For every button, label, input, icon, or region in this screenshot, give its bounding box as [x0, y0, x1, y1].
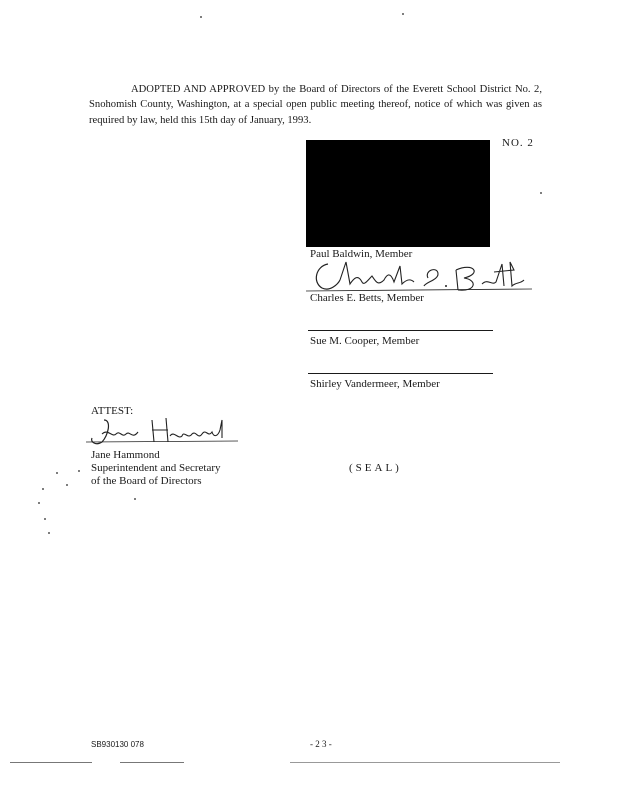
signature-line-vandermeer	[308, 373, 493, 374]
scan-speck	[402, 13, 404, 15]
attest-name: Jane Hammond	[91, 449, 160, 461]
attest-heading: ATTEST:	[91, 405, 134, 417]
resolution-paragraph	[89, 82, 542, 128]
bottom-scan-rule	[290, 762, 560, 763]
seal-label: (SEAL)	[349, 462, 402, 474]
seal-speck	[38, 502, 40, 504]
seal-speck	[78, 470, 80, 472]
resolution-text: by the Board of Directors of the Everett School District No. 2, Snohomish County, Washington, at a special open public meeting thereof, notice of which was given as required by law, held this 15th day of January, 1993.	[89, 84, 543, 126]
footer-document-id: SB930130 078	[91, 740, 144, 749]
document-number: NO. 2	[502, 137, 534, 149]
signature-label-vandermeer: Shirley Vandermeer, Member	[310, 378, 440, 390]
seal-speck	[42, 488, 44, 490]
signature-label-betts: Charles E. Betts, Member	[310, 292, 424, 304]
bottom-scan-rule	[120, 762, 184, 763]
seal-speck	[56, 472, 58, 474]
signature-label-baldwin: Paul Baldwin, Member	[310, 248, 413, 260]
signature-line-cooper	[308, 330, 493, 331]
redacted-signature	[306, 140, 490, 247]
handwritten-signature-betts	[306, 256, 536, 296]
attest-title-line1: Superintendent and Secretary	[91, 462, 221, 474]
footer-page-number: - 2 3 -	[310, 739, 332, 749]
handwritten-signature-hammond	[86, 416, 242, 450]
scan-speck	[540, 192, 542, 194]
attest-title-line2: of the Board of Directors	[91, 475, 202, 487]
resolution-lead: ADOPTED AND APPROVED	[131, 84, 266, 95]
seal-speck	[44, 518, 46, 520]
seal-speck	[48, 532, 50, 534]
signature-label-cooper: Sue M. Cooper, Member	[310, 335, 420, 347]
scan-speck	[200, 16, 202, 18]
bottom-scan-rule	[10, 762, 92, 763]
seal-speck	[66, 484, 68, 486]
seal-speck	[134, 498, 136, 500]
